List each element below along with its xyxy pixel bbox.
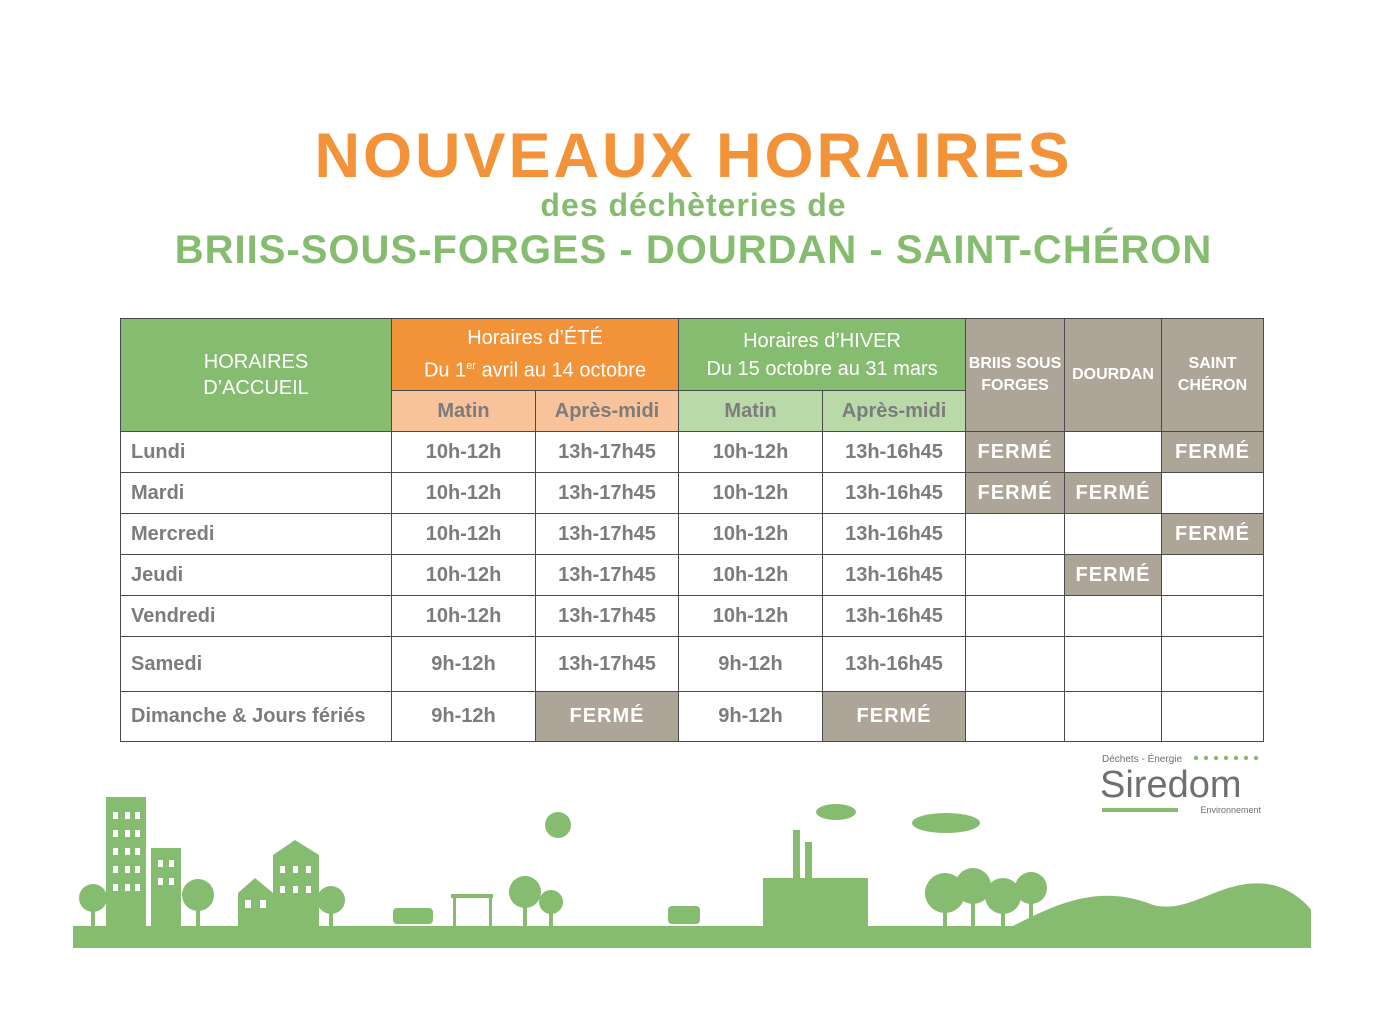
hiver-apres-midi-cell: 13h-16h45 [823,514,966,555]
page-title: NOUVEAUX HORAIRES [314,121,1073,191]
hiver-matin-cell: 9h-12h [679,637,823,692]
sun [545,812,571,838]
day-cell: Jeudi [121,555,392,596]
ete-matin-cell: 9h-12h [392,637,536,692]
table-row [121,692,1264,742]
hiver-apres-midi-cell: 13h-16h45 [823,473,966,514]
ete-matin-cell: 10h-12h [392,555,536,596]
locations-title: BRIIS-SOUS-FORGES - DOURDAN - SAINT-CHÉRON [174,228,1213,272]
page-subtitle: des déchèteries de [540,187,847,223]
hiver-apres-midi-header: Après-midi [823,391,966,432]
dourdan-cell: FERMÉ [1065,473,1162,514]
chimney [805,842,812,880]
ete-apres-midi-cell: FERMÉ [536,692,679,742]
hiver-title: Horaires d’HIVER [743,329,901,352]
ete-apres-midi-cell: 13h-17h45 [536,432,679,473]
hills [1013,883,1311,926]
ete-matin-cell: 10h-12h [392,514,536,555]
day-cell: Vendredi [121,596,392,637]
hiver-matin-cell: 10h-12h [679,432,823,473]
hiver-apres-midi-cell: 13h-16h45 [823,637,966,692]
dourdan-cell [1065,596,1162,637]
hiver-apres-midi-cell: FERMÉ [823,692,966,742]
hiver-matin-cell: 10h-12h [679,596,823,637]
house [238,878,273,926]
site-header-dourdan: DOURDAN [1065,319,1162,432]
ete-apres-midi-cell: 13h-17h45 [536,637,679,692]
ete-matin-cell: 10h-12h [392,596,536,637]
city-skyline-illustration [73,790,1311,950]
dourdan-cell [1065,637,1162,692]
saint-cheron-cell [1162,555,1264,596]
ete-matin-cell: 9h-12h [392,692,536,742]
logo-sub: Environnement [1200,805,1261,815]
ete-matin-cell: 10h-12h [392,432,536,473]
truck [393,908,433,924]
ete-apres-midi-header: Après-midi [536,391,679,432]
chimney [793,830,800,880]
dourdan-cell [1065,514,1162,555]
ete-matin-cell: 10h-12h [392,473,536,514]
briis-cell [966,514,1065,555]
ete-range-sup: er [466,360,476,373]
day-cell: Mercredi [121,514,392,555]
garbage-truck [668,906,700,924]
site-header-briis: BRIIS SOUS FORGES [966,319,1065,432]
dourdan-cell: FERMÉ [1065,555,1162,596]
ete-range-end: avril au 14 octobre [475,359,647,382]
saint-cheron-cell: FERMÉ [1162,432,1264,473]
briis-cell [966,637,1065,692]
logo-tagline: Déchets - Énergie [1102,754,1183,765]
ete-matin-header: Matin [392,391,536,432]
corner-header [121,319,392,432]
logo-dots [1194,756,1258,760]
hiver-header [679,319,966,391]
briis-cell [966,555,1065,596]
ete-title: Horaires d’ÉTÉ [467,327,603,350]
schedule-table [120,318,1264,742]
saint-cheron-cell [1162,637,1264,692]
logo-name: Siredom [1100,764,1242,806]
ete-apres-midi-cell: 13h-17h45 [536,596,679,637]
table-row [121,514,1264,555]
hiver-matin-cell: 9h-12h [679,692,823,742]
table-row [121,473,1264,514]
day-cell: Lundi [121,432,392,473]
briis-cell [966,692,1065,742]
dourdan-cell [1065,432,1162,473]
corner-label-2: D’ACCUEIL [203,377,309,399]
hiver-apres-midi-cell: 13h-16h45 [823,555,966,596]
dourdan-cell [1065,692,1162,742]
corner-label-1: HORAIRES [203,351,309,373]
table-row [121,637,1264,692]
apartment-building [273,840,319,926]
hiver-matin-cell: 10h-12h [679,473,823,514]
bus-stop [451,894,493,898]
day-cell: Dimanche & Jours fériés [121,692,392,742]
saint-cheron-cell [1162,473,1264,514]
site-header-saint-cheron: SAINT CHÉRON [1162,319,1264,432]
ete-apres-midi-cell: 13h-17h45 [536,473,679,514]
saint-cheron-cell [1162,596,1264,637]
table-row [121,555,1264,596]
hiver-matin-cell: 10h-12h [679,514,823,555]
table-row [121,596,1264,637]
table-row [121,432,1264,473]
briis-cell: FERMÉ [966,432,1065,473]
ground [73,926,1311,948]
briis-cell [966,596,1065,637]
hiver-matin-cell: 10h-12h [679,555,823,596]
ete-range [392,352,678,385]
saint-cheron-cell: FERMÉ [1162,514,1264,555]
hiver-range: Du 15 octobre au 31 mars [706,357,938,380]
hiver-apres-midi-cell: 13h-16h45 [823,432,966,473]
cloud [816,804,856,820]
cloud [912,813,980,833]
day-cell: Mardi [121,473,392,514]
hiver-matin-header: Matin [679,391,823,432]
day-cell: Samedi [121,637,392,692]
ete-range-start: Du 1 [423,359,467,382]
factory [763,878,868,926]
hiver-apres-midi-cell: 13h-16h45 [823,596,966,637]
ete-apres-midi-cell: 13h-17h45 [536,555,679,596]
building [151,848,181,926]
saint-cheron-cell [1162,692,1264,742]
ete-apres-midi-cell: 13h-17h45 [536,514,679,555]
briis-cell: FERMÉ [966,473,1065,514]
ete-header [392,319,679,391]
